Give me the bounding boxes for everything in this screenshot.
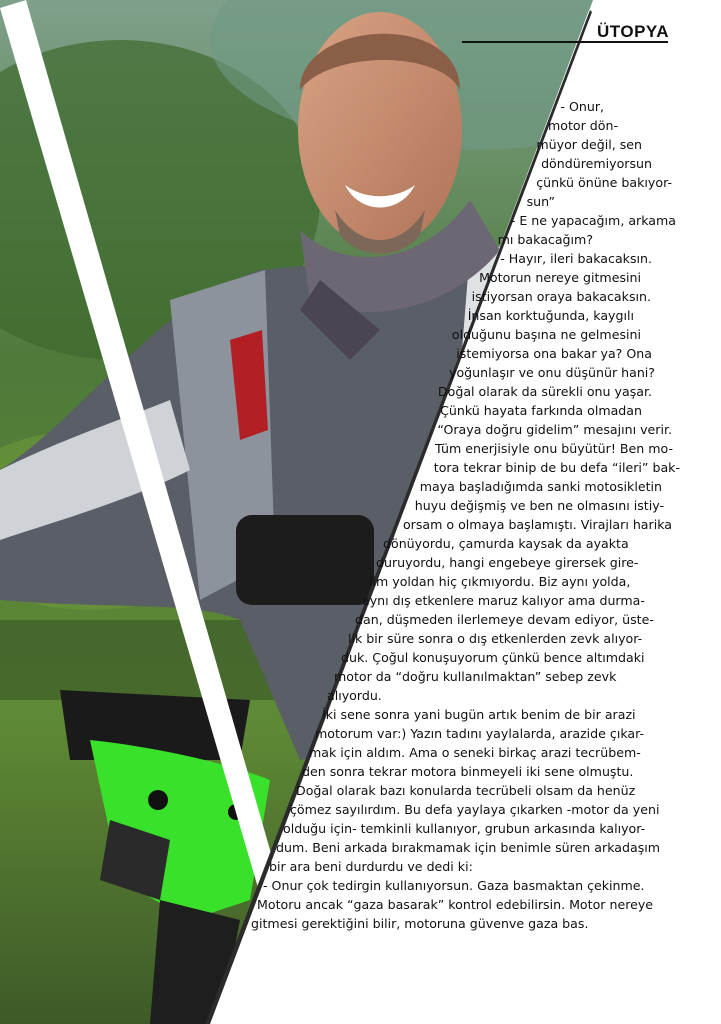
article-line: dönüyordu, çamurda kaysak da ayakta	[383, 536, 629, 551]
article-line: den sonra tekrar motora binmeyeli iki sene olmuştu.	[302, 764, 634, 779]
article-line: “Oraya doğru gidelim” mesajını verir.	[437, 422, 672, 437]
article-line: gitmesi gerektiğini bilir, motoruna güvenve gaza bas.	[251, 916, 589, 931]
article-line: olduğunu başına ne gelmesini	[451, 327, 641, 342]
article-line: Çünkü hayata farkında olmadan	[440, 403, 642, 418]
article-line: lik bir süre sonra o dış etkenlerden zevk alıyor-	[348, 631, 643, 646]
article-line: sun”	[526, 194, 555, 209]
article-line: duk. Çoğul konuşuyorum çünkü bence altımdaki	[341, 650, 645, 665]
article-line: olduğu için- temkinli kullanıyor, grubun arkasında kalıyor-	[283, 821, 646, 836]
article-line: orsam o olmaya başlamıştı. Virajları harika	[402, 517, 672, 532]
article-line: istemiyorsa ona bakar ya? Ona	[456, 346, 652, 361]
article-line: lim yoldan hiç çıkmıyordu. Biz aynı yolda,	[369, 574, 631, 589]
article-line: - Hayır, ileri bakacaksın.	[500, 251, 652, 266]
article-line: İnsan korktuğunda, kaygılı	[467, 308, 634, 323]
article-line: bir ara beni durdurdu ve dedi ki:	[269, 859, 473, 874]
article-line: Tüm enerjisiyle onu büyütür! Ben mo-	[435, 441, 673, 456]
article-line: tora tekrar binip de bu defa “ileri” bak-	[433, 460, 680, 475]
article-line: istiyorsan oraya bakacaksın.	[471, 289, 651, 304]
article-line: - E ne yapacağım, arkama	[510, 213, 676, 228]
article-line: mak için aldım. Ama o seneki birkaç arazi tecrübem-	[309, 745, 641, 760]
article-line: çünkü önüne bakıyor-	[536, 175, 672, 190]
article-line: alıyordu.	[327, 688, 382, 703]
article-line: duruyordu, hangi engebeye girersek gire-	[376, 555, 639, 570]
article-line: İki sene sonra yani bugün artık benim de bir arazi	[322, 707, 636, 722]
article-line: yoğunlaşır ve onu düşünür hani?	[449, 365, 655, 380]
article-line: dum. Beni arkada bırakmamak için benimle süren arkadaşım	[276, 840, 661, 855]
article-line: motor da “doğru kullanılmaktan” sebep zevk	[334, 669, 617, 684]
magazine-section-label: ÜTOPYA	[597, 22, 669, 41]
article-line: - Onur,	[560, 99, 604, 114]
article-line: huyu değişmiş ve ben ne olmasını istiy-	[414, 498, 664, 513]
article-line: döndüremiyorsun	[541, 156, 652, 171]
article-line: maya başladığımda sanki motosikletin	[419, 479, 662, 494]
article-line: müyor değil, sen	[536, 137, 642, 152]
article-line: Doğal olarak bazı konularda tecrübeli olsam da henüz	[296, 783, 636, 798]
article-line: dan, düşmeden ilerlemeye devam ediyor, üste-	[355, 612, 654, 627]
article-line: motor dön-	[547, 118, 618, 133]
article-line: mı bakacağım?	[497, 232, 593, 247]
article-line: Motoru ancak “gaza basarak” kontrol edebilirsin. Motor nereye	[257, 897, 654, 912]
article-line: aynı dış etkenlere maruz kalıyor ama durma-	[362, 593, 645, 608]
article-line: motorum var:) Yazın tadını yaylalarda, arazide çıkar-	[315, 726, 645, 741]
article-line: Doğal olarak da sürekli onu yaşar.	[437, 384, 652, 399]
article-line: çömez sayılırdım. Bu defa yaylaya çıkarken -motor da yeni	[290, 802, 660, 817]
article-line: - Onur çok tedirgin kullanıyorsun. Gaza basmaktan çekinme.	[263, 878, 645, 893]
article-line: Motorun nereye gitmesini	[479, 270, 641, 285]
